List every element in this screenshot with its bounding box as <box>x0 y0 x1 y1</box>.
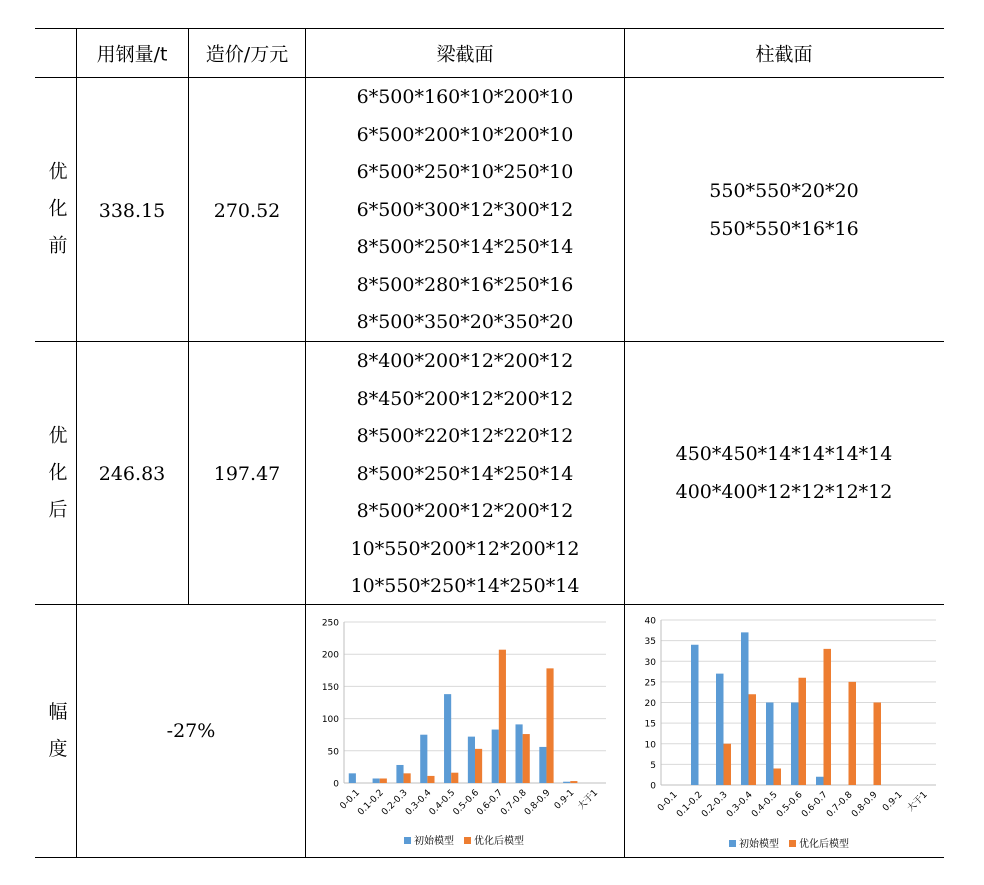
bar <box>691 645 699 785</box>
x-tick-label: 0.9-1 <box>881 790 905 814</box>
column-section: 550*550*16*16 <box>709 217 859 240</box>
legend-swatch <box>789 840 796 847</box>
column-section: 450*450*14*14*14*14 <box>675 443 893 465</box>
x-tick-label: 大于1 <box>576 788 601 812</box>
table-top-border <box>35 28 944 29</box>
header-cost: 造价/万元 <box>205 43 289 66</box>
x-tick-label: 0.6-0.7 <box>800 790 830 820</box>
y-tick-label: 40 <box>644 616 656 627</box>
x-tick-label: 0.1-0.2 <box>356 788 386 818</box>
x-tick-label: 0.5-0.6 <box>451 788 482 818</box>
bar <box>749 694 757 785</box>
bar <box>741 632 749 785</box>
legend-label: 初始模型 <box>739 839 779 850</box>
beam-section: 8*500*280*16*250*16 <box>356 273 574 296</box>
beam-section: 10*550*250*14*250*14 <box>350 575 580 597</box>
legend-label: 优化后模型 <box>799 839 849 850</box>
bar <box>427 776 434 783</box>
beam-stress-ratio-chart <box>306 605 624 857</box>
x-tick-label: 0.3-0.4 <box>403 788 434 818</box>
row-after-steel: 246.83 <box>98 463 166 485</box>
y-tick-label: 100 <box>321 715 339 726</box>
bar <box>824 649 832 785</box>
y-tick-label: 250 <box>321 618 339 629</box>
legend-swatch <box>464 837 471 844</box>
column-section: 550*550*20*20 <box>709 180 859 202</box>
bar <box>499 650 506 783</box>
y-tick-label: 0 <box>650 781 656 792</box>
bar <box>563 782 570 783</box>
legend-label: 优化后模型 <box>474 836 524 847</box>
bar <box>396 765 403 783</box>
x-tick-label: 0.7-0.8 <box>499 788 529 818</box>
x-tick-label: 0.7-0.8 <box>825 790 855 820</box>
bar <box>724 744 732 785</box>
row-after-columns <box>676 436 893 511</box>
bar <box>774 769 782 786</box>
column-section: 400*400*12*12*12*12 <box>675 480 893 503</box>
y-tick-label: 50 <box>327 747 339 758</box>
bar <box>799 678 807 785</box>
x-tick-label: 0.5-0.6 <box>775 790 805 820</box>
bar <box>373 778 380 783</box>
y-tick-label: 35 <box>644 637 656 648</box>
col-divider-2 <box>188 28 189 605</box>
bar <box>849 682 857 785</box>
row-after-label: 优 化 后 <box>48 424 68 521</box>
bar <box>766 703 774 786</box>
row-before-beams <box>357 79 574 342</box>
bar <box>523 734 530 783</box>
legend-swatch <box>729 840 736 847</box>
bar <box>451 773 458 783</box>
beam-section: 8*500*200*12*200*12 <box>356 500 574 522</box>
row-after-beams <box>351 343 580 606</box>
x-tick-label: 0.2-0.3 <box>380 788 410 818</box>
beam-section: 8*500*250*14*250*14 <box>356 462 574 485</box>
column-stress-ratio-chart <box>625 605 943 857</box>
bar <box>475 749 482 783</box>
beam-section: 8*500*350*20*350*20 <box>356 311 574 333</box>
bar <box>404 773 411 783</box>
beam-section: 8*500*220*12*220*12 <box>356 425 574 447</box>
x-tick-label: 0.1-0.2 <box>675 790 705 820</box>
x-tick-label: 0.8-0.9 <box>522 788 553 818</box>
row-change-label: 幅 度 <box>48 701 68 760</box>
beam-section: 8*400*200*12*200*12 <box>356 350 574 372</box>
row-before-steel: 338.15 <box>98 200 166 222</box>
x-tick-label: 0.6-0.7 <box>475 788 505 818</box>
y-tick-label: 5 <box>650 760 656 771</box>
row-before-label: 优 化 前 <box>48 160 68 257</box>
row-before-columns <box>709 173 858 248</box>
bar <box>492 730 499 783</box>
bar <box>791 703 799 786</box>
bar <box>716 674 724 785</box>
bar <box>468 737 475 783</box>
beam-section: 8*500*250*14*250*14 <box>356 236 574 258</box>
col-divider-1 <box>76 28 77 858</box>
beam-section: 6*500*300*12*300*12 <box>356 198 574 221</box>
beam-section: 6*500*160*10*200*10 <box>356 86 574 108</box>
beam-section: 10*550*200*12*200*12 <box>350 537 580 560</box>
beam-section: 6*500*250*10*250*10 <box>356 161 574 183</box>
table-bottom-border <box>35 857 944 858</box>
bar <box>546 668 553 783</box>
legend-label: 初始模型 <box>414 836 454 847</box>
bar <box>349 773 356 783</box>
x-tick-label: 0.4-0.5 <box>427 788 458 818</box>
x-tick-label: 大于1 <box>905 790 930 814</box>
bar <box>420 735 427 783</box>
header-bottom-border <box>35 77 944 78</box>
bar <box>570 781 577 783</box>
y-tick-label: 200 <box>321 650 339 661</box>
header-beam: 梁截面 <box>436 43 494 66</box>
y-tick-label: 15 <box>644 719 656 730</box>
bar <box>816 777 824 785</box>
beam-section: 8*450*200*12*200*12 <box>356 387 574 410</box>
bar <box>380 778 387 783</box>
y-tick-label: 20 <box>644 699 656 709</box>
beam-section: 6*500*200*10*200*10 <box>356 123 574 146</box>
header-column: 柱截面 <box>755 43 813 66</box>
y-tick-label: 25 <box>644 678 656 689</box>
bar <box>539 747 546 783</box>
x-tick-label: 0.8-0.9 <box>850 790 880 820</box>
x-tick-label: 0-0.1 <box>656 790 680 814</box>
x-tick-label: 0.9-1 <box>552 788 577 812</box>
legend-swatch <box>404 837 411 844</box>
x-tick-label: 0.2-0.3 <box>700 790 730 820</box>
x-tick-label: 0-0.1 <box>338 788 363 812</box>
bar <box>874 703 882 786</box>
row-change-value: -27% <box>166 720 216 742</box>
y-tick-label: 150 <box>321 682 339 693</box>
x-tick-label: 0.3-0.4 <box>725 790 755 820</box>
x-tick-label: 0.4-0.5 <box>750 790 780 820</box>
row-before-cost: 270.52 <box>213 200 281 222</box>
y-tick-label: 30 <box>644 657 656 668</box>
y-tick-label: 10 <box>644 740 656 751</box>
y-tick-label: 0 <box>333 779 339 790</box>
bar <box>515 724 522 783</box>
bar <box>444 694 451 783</box>
row-after-cost: 197.47 <box>213 463 281 485</box>
header-steel: 用钢量/t <box>96 43 168 66</box>
